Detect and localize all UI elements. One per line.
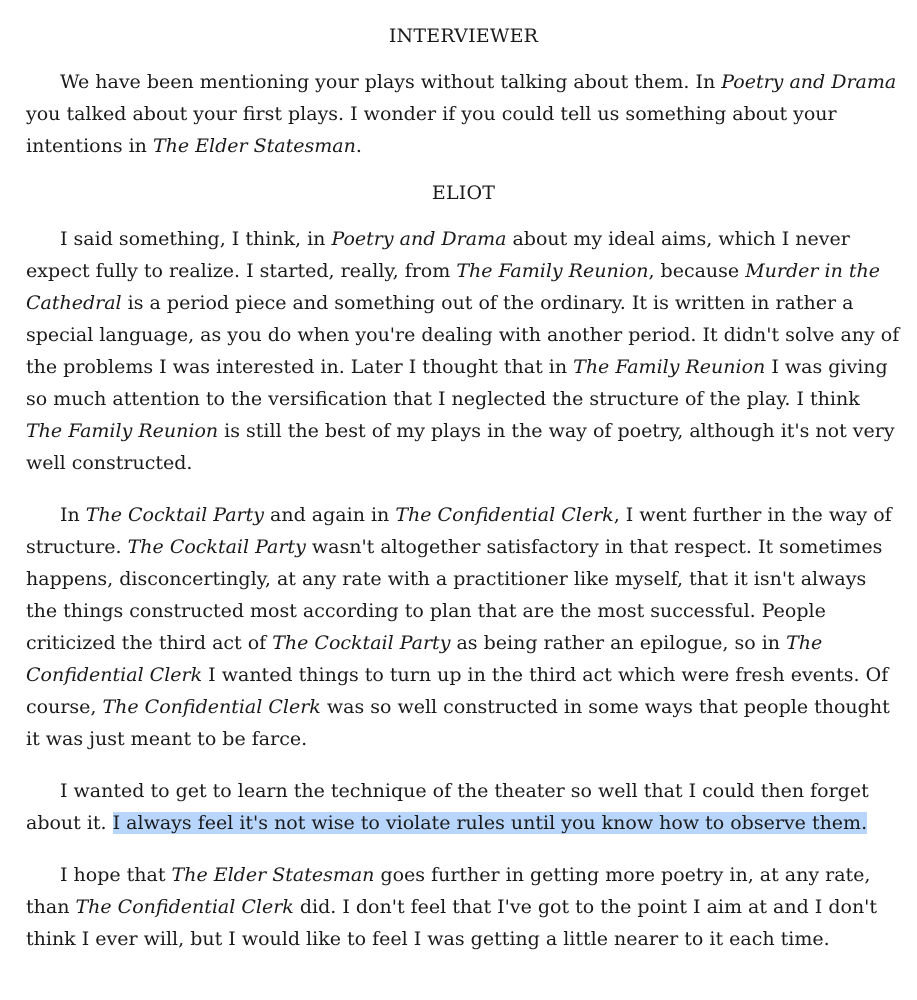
italic-title: The Family Reunion xyxy=(26,420,219,442)
italic-title: The Elder Statesman xyxy=(171,864,375,886)
italic-title: The Family Reunion xyxy=(456,260,649,282)
highlighted-text-selection[interactable]: I always feel it's not wise to violate rules until you know how to observe them. xyxy=(112,812,868,834)
text-segment: is a period piece and something out of the ordinary. It is written in rather a special language, as you do when you're dealing with another period. It didn't solve any of the problems I was interested in. Later I thought that in xyxy=(26,292,900,378)
text-segment: I was giving so much attention to the versification that I neglected the structure of the play. I think xyxy=(26,356,888,410)
italic-title: Poetry and Drama xyxy=(331,228,507,250)
text-segment: is still the best of my plays in the way of poetry, although it's not very well constructed. xyxy=(26,420,895,474)
italic-title: The Cocktail Party xyxy=(127,536,306,558)
italic-title: The Confidential Clerk xyxy=(26,632,823,686)
answer-paragraph-1 xyxy=(26,223,901,479)
text-segment: In xyxy=(60,504,86,526)
italic-title: Murder in the Cathedral xyxy=(26,260,880,314)
text-segment: as being rather an epilogue, so in xyxy=(450,632,787,654)
italic-title: The Family Reunion xyxy=(573,356,766,378)
text-segment: did. I don't feel that I've got to the point I aim at and I don't think I ever will, but I would like to feel I was getting a little nearer to it each time. xyxy=(26,896,878,950)
text-segment: and again in xyxy=(264,504,396,526)
text-segment: I said something, I think, in xyxy=(60,228,332,250)
answer-paragraph-3 xyxy=(26,775,901,839)
speaker-label-interviewer: INTERVIEWER xyxy=(388,25,539,47)
answer-paragraph-2 xyxy=(26,499,901,755)
question-paragraph xyxy=(26,66,901,162)
text-segment: We have been mentioning your plays without talking about them. In xyxy=(60,71,722,93)
text-segment: wasn't altogether satisfactory in that respect. It sometimes happens, disconcertingly, at any rate with a practitioner like myself, that it isn't always the things constructed most according to plan that are the most successful. People criticized the third act of xyxy=(26,536,883,654)
text-segment: was so well constructed in some ways that people thought it was just meant to be farce. xyxy=(26,696,890,750)
interview-text xyxy=(26,0,901,955)
answer-paragraph-4 xyxy=(26,859,901,955)
italic-title: The Confidential Clerk xyxy=(102,696,321,718)
text-segment: , I went further in the way of structure. xyxy=(26,504,892,558)
italic-title: The Cocktail Party xyxy=(272,632,451,654)
italic-title: The Confidential Clerk xyxy=(75,896,294,918)
italic-title: The Elder Statesman xyxy=(152,135,356,157)
text-segment: , because xyxy=(648,260,746,282)
italic-title: Poetry and Drama xyxy=(721,71,897,93)
text-segment: you talked about your first plays. I wonder if you could tell us something about your intentions in xyxy=(26,103,837,157)
italic-title: The Cocktail Party xyxy=(85,504,264,526)
text-segment: about my ideal aims, which I never expect fully to realize. I started, really, from xyxy=(26,228,850,282)
text-segment: I wanted to get to learn the technique of the theater so well that I could then forget about it. xyxy=(26,780,869,834)
text-segment: I wanted things to turn up in the third act which were fresh events. Of course, xyxy=(26,664,889,718)
text-segment: goes further in getting more poetry in, at any rate, than xyxy=(26,864,871,918)
text-segment: I hope that xyxy=(60,864,172,886)
italic-title: The Confidential Clerk xyxy=(395,504,614,526)
text-segment: . xyxy=(355,135,362,157)
speaker-label-eliot: ELIOT xyxy=(431,182,496,204)
